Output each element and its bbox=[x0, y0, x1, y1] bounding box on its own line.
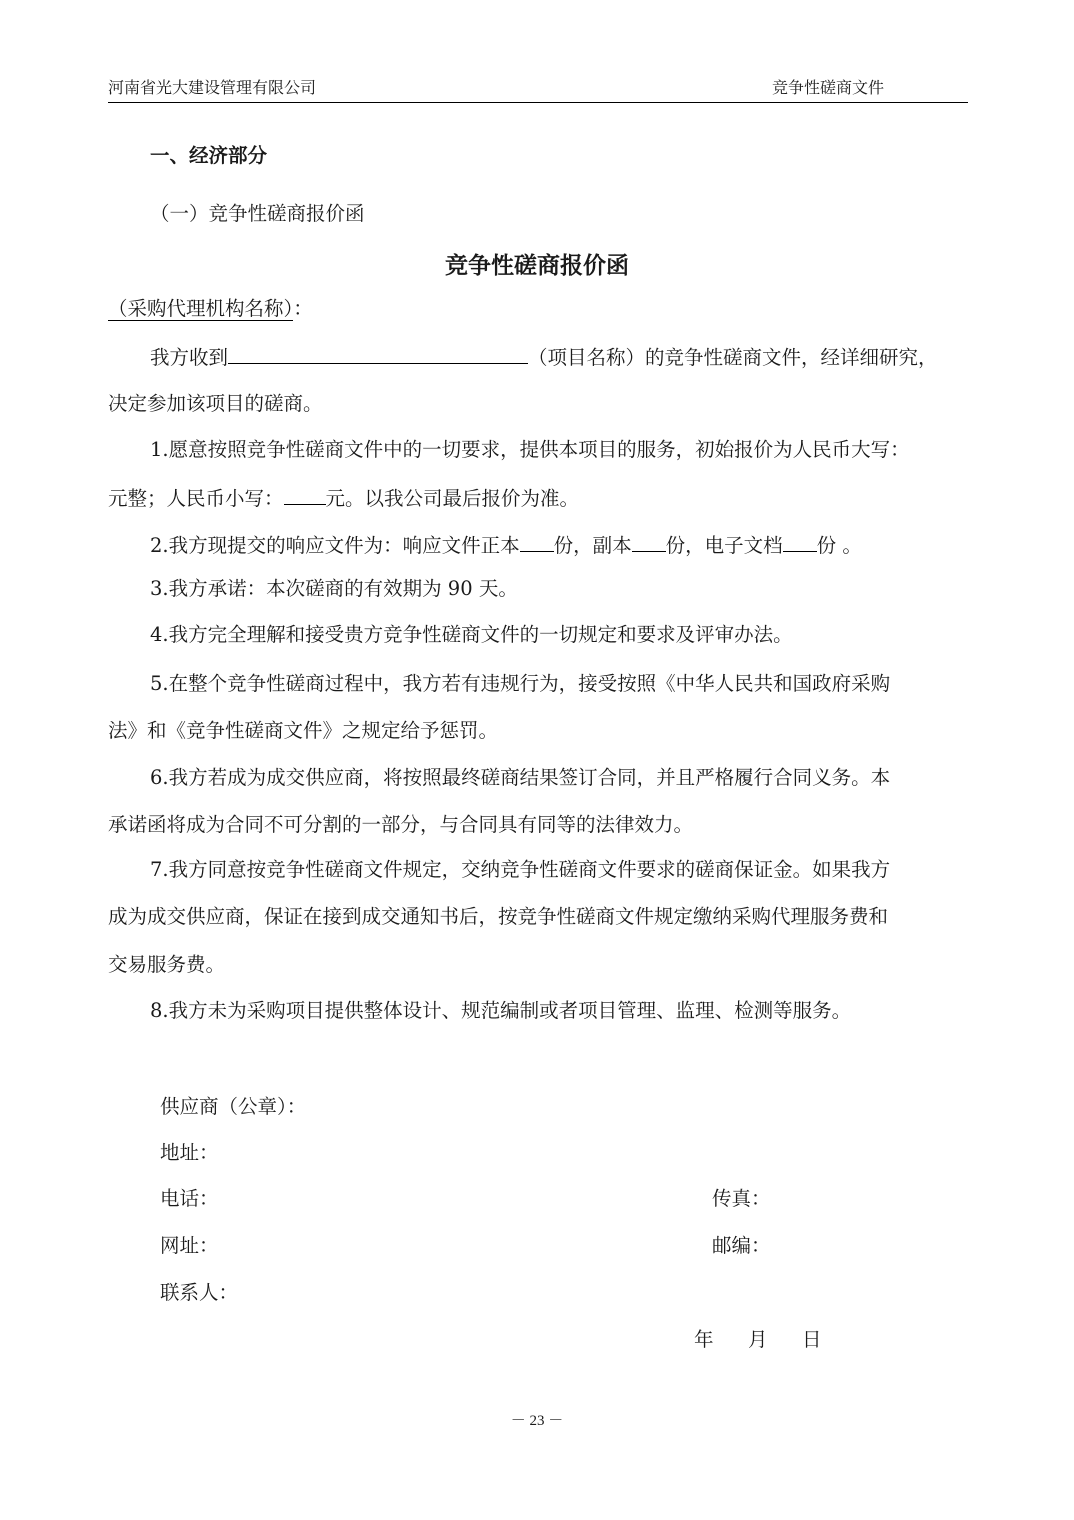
section-subheading: （一）竞争性磋商报价函 bbox=[150, 202, 365, 225]
item4: 4.我方完全理解和接受贵方竞争性磋商文件的一切规定和要求及评审办法。 bbox=[150, 623, 793, 646]
item1-b1: 元整；人民币小写： bbox=[108, 487, 284, 510]
price-small-blank bbox=[284, 484, 326, 505]
item2 bbox=[150, 531, 862, 558]
item7-a: 7.我方同意按竞争性磋商文件规定，交纳竞争性磋商文件要求的磋商保证金。如果我方 bbox=[150, 858, 891, 881]
item3: 3.我方承诺：本次磋商的有效期为 90 天。 bbox=[150, 577, 518, 600]
item2-c: 份，电子文档 bbox=[665, 534, 783, 557]
original-copies-blank bbox=[520, 531, 554, 552]
item2-d: 份 。 bbox=[816, 534, 862, 557]
postcode-label: 邮编： bbox=[712, 1234, 771, 1257]
item1-b bbox=[108, 484, 579, 511]
item5-a: 5.在整个竞争性磋商过程中，我方若有违规行为，接受按照《中华人民共和国政府采购 bbox=[150, 672, 891, 695]
electronic-copies-blank bbox=[783, 531, 817, 552]
item1-a: 1.愿意按照竞争性磋商文件中的一切要求，提供本项目的服务，初始报价为人民币大写： bbox=[150, 438, 910, 461]
date-day: 日 bbox=[802, 1328, 822, 1351]
phone-label: 电话： bbox=[160, 1187, 219, 1210]
item7-c: 交易服务费。 bbox=[108, 953, 226, 976]
page-number: － 23 － bbox=[510, 1413, 564, 1429]
intro-line bbox=[150, 343, 938, 370]
item2-b: 份，副本 bbox=[553, 534, 632, 557]
addressee-line bbox=[108, 297, 313, 321]
contact-label: 联系人： bbox=[160, 1281, 239, 1304]
letter-title: 竞争性磋商报价函 bbox=[445, 252, 629, 279]
website-label: 网址： bbox=[160, 1234, 219, 1257]
address-label: 地址： bbox=[160, 1141, 219, 1164]
item6-b: 承诺函将成为合同不可分割的一部分，与合同具有同等的法律效力。 bbox=[108, 813, 694, 836]
intro-b: （项目名称）的竞争性磋商文件，经详细研究， bbox=[528, 346, 938, 369]
date-month: 月 bbox=[748, 1328, 768, 1351]
duplicate-copies-blank bbox=[632, 531, 666, 552]
item8: 8.我方未为采购项目提供整体设计、规范编制或者项目管理、监理、检测等服务。 bbox=[150, 999, 852, 1022]
intro-c: 决定参加该项目的磋商。 bbox=[108, 392, 323, 415]
supplier-seal-label: 供应商（公章）： bbox=[160, 1095, 307, 1118]
date-year: 年 bbox=[694, 1328, 714, 1351]
header-rule bbox=[108, 102, 968, 103]
addressee: （采购代理机构名称） bbox=[108, 297, 294, 320]
item2-a: 2.我方现提交的响应文件为：响应文件正本 bbox=[150, 534, 520, 557]
section-heading: 一、经济部分 bbox=[150, 144, 268, 167]
intro-a: 我方收到 bbox=[150, 346, 229, 369]
item6-a: 6.我方若成为成交供应商，将按照最终磋商结果签订合同，并且严格履行合同义务。本 bbox=[150, 766, 891, 789]
project-name-blank bbox=[228, 343, 528, 364]
addressee-colon: ： bbox=[293, 297, 313, 320]
item5-b: 法》和《竞争性磋商文件》之规定给予惩罚。 bbox=[108, 719, 499, 742]
fax-label: 传真： bbox=[712, 1187, 771, 1210]
header-doc-type: 竞争性磋商文件 bbox=[772, 78, 885, 97]
item1-b2: 元。以我公司最后报价为准。 bbox=[325, 487, 580, 510]
header-company: 河南省光大建设管理有限公司 bbox=[108, 78, 317, 97]
item7-b: 成为成交供应商，保证在接到成交通知书后，按竞争性磋商文件规定缴纳采购代理服务费和 bbox=[108, 905, 889, 928]
